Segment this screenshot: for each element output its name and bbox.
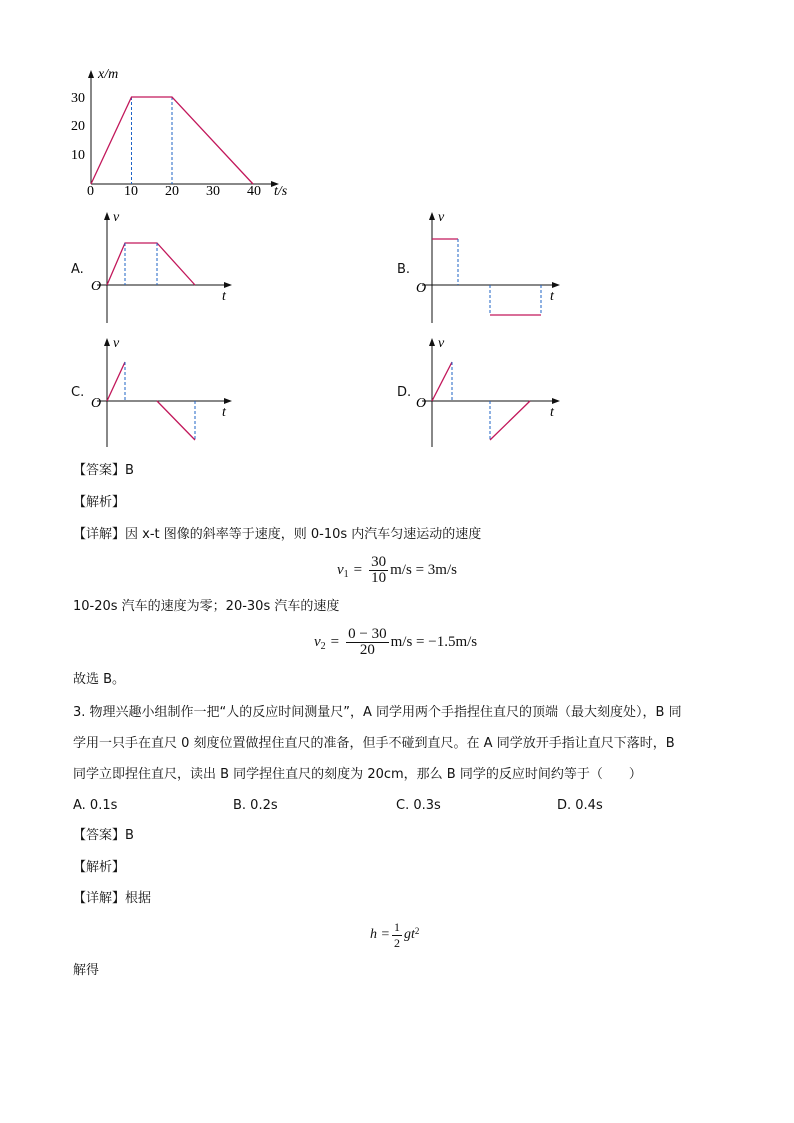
xt-x-tick: 0 (87, 184, 94, 199)
q3-choice-a: A. 0.1s (73, 798, 118, 813)
option-a-v: v (113, 210, 120, 225)
xt-y-tick: 20 (71, 119, 85, 134)
xt-data-line (91, 97, 253, 184)
eq1-lhs: v (337, 561, 344, 578)
xt-y-label: x/m (98, 67, 119, 82)
option-c-v: v (113, 336, 120, 351)
q3-formula-sup: 2 (414, 926, 420, 936)
eq2-lhs: v (314, 633, 321, 650)
q2-equation-2: v $_2$ = $\frac{0 - 30}{20}$ m/s = −1.5m/s (314, 625, 478, 658)
q3-formula-lhs: h = (370, 927, 390, 942)
xt-graph (60, 64, 310, 204)
eq1-num: 30 (371, 553, 387, 570)
xt-x-tick: 10 (124, 184, 138, 199)
option-a-o: O (91, 279, 102, 294)
option-b-t: t (550, 289, 554, 304)
xt-y-tick: 30 (71, 91, 85, 106)
q3-choice-c: C. 0.3s (396, 798, 441, 813)
q3-analysis: 【解析】 (73, 860, 126, 875)
eq2-rest: m/s = −1.5m/s (390, 633, 478, 650)
option-b-graph (410, 208, 570, 328)
option-a-graph (85, 208, 245, 328)
option-a-label: A. (71, 262, 84, 277)
q2-line2: 10-20s 汽车的速度为零；20-30s 汽车的速度 (73, 599, 340, 614)
option-d-line-1 (432, 362, 452, 401)
option-c-o: O (91, 396, 102, 411)
q2-answer: 【答案】B (73, 463, 134, 478)
eq2-den: 20 (359, 641, 375, 658)
q3-line1: 3. 物理兴趣小组制作一把“人的反应时间测量尺”，A 同学用两个手指捏住直尺的顶端（最大刻度处），B 同 (73, 705, 682, 720)
q3-line3: 同学立即捏住直尺，读出 B 同学捏住直尺的刻度为 20cm，那么 B 同学的反应时间约等于（ ） (73, 767, 642, 782)
q3-formula-den: 2 (393, 935, 400, 950)
xt-y-tick: 10 (71, 148, 85, 163)
option-d-t: t (550, 405, 554, 420)
xt-x-tick: 20 (165, 184, 179, 199)
option-c-label: C. (71, 385, 85, 400)
q2-conclusion: 故选 B。 (73, 672, 126, 687)
q3-choice-b: B. 0.2s (233, 798, 278, 813)
eq2-sub: 2 (320, 640, 326, 652)
option-d-graph (410, 330, 570, 450)
q2-detail: 【详解】因 x-t 图像的斜率等于速度，则 0-10s 内汽车匀速运动的速度 (73, 527, 482, 542)
option-d-v: v (438, 336, 445, 351)
q3-line2: 学用一只手在直尺 0 刻度位置做捏住直尺的准备，但手不碰到直尺。在 A 同学放开手指让直尺下落时，B (73, 736, 675, 751)
q3-solve: 解得 (73, 963, 100, 978)
option-b-label: B. (397, 262, 411, 277)
q3-answer: 【答案】B (73, 828, 134, 843)
option-c-line-2 (157, 401, 195, 440)
q3-formula (370, 915, 419, 955)
eq2-num: 0 − 30 (348, 625, 387, 642)
eq1-rest: m/s = 3m/s (390, 561, 457, 578)
q3-detail: 【详解】根据 (73, 891, 152, 906)
option-c-line-1 (107, 362, 125, 401)
eq1-den: 10 (371, 569, 387, 586)
eq1-sub: 1 (343, 568, 349, 580)
q3-formula-num: 1 (393, 919, 400, 934)
option-d-o: O (416, 396, 427, 411)
xt-x-tick: 30 (206, 184, 220, 199)
xt-y-arrow (88, 70, 94, 78)
option-b-v: v (438, 210, 445, 225)
option-a-t: t (222, 289, 226, 304)
q2-equation-1: v $_1$ = $\frac{30}{10}$ m/s = 3m/s (337, 553, 457, 586)
option-d-label: D. (397, 385, 412, 400)
q3-formula-rhs: gt (403, 927, 415, 942)
option-b-o: O (416, 281, 427, 296)
xt-x-tick: 40 (247, 184, 261, 199)
q3-choice-d: D. 0.4s (557, 798, 603, 813)
xt-x-label: t/s (274, 184, 288, 199)
q2-analysis: 【解析】 (73, 495, 126, 510)
option-a-line (107, 243, 195, 285)
option-c-t: t (222, 405, 226, 420)
option-c-graph (85, 330, 245, 450)
option-d-line-2 (490, 401, 530, 440)
